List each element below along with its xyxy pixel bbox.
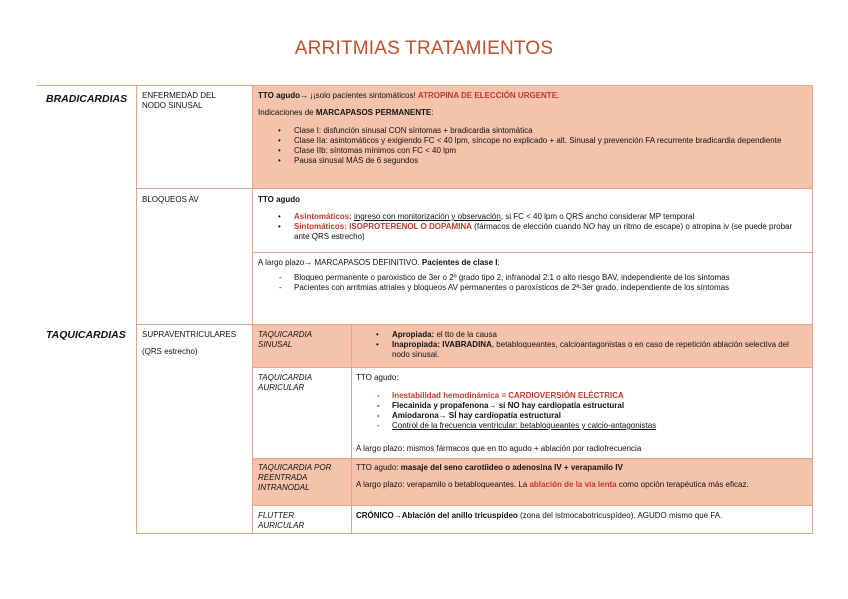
list-item: • Clase IIa: asintomáticos y exigiendo FC < 40 lpm, síncope no explicado + alt. Sinusal y prevención FA recurrente bradicardia dependiente: [258, 136, 808, 146]
supra-sublabel: (QRS estrecho): [142, 347, 198, 356]
table-rule: [252, 252, 813, 253]
list-item: - Flecainida y propafenona→ si NO hay cardiopatía estructural: [356, 401, 808, 411]
enfermedad-list: [258, 126, 808, 166]
list-item: • Clase IIb: síntomas mínimos con FC < 40 lpm: [258, 146, 808, 156]
list-item: • Inapropiada: IVABRADINA, betabloqueantes, calcioantagonistas o en caso de repetición ablación selectiva del nodo sinusal.: [356, 340, 808, 360]
bloqueos-largo: A largo plazo→ MARCAPASOS DEFINITIVO. Pacientes de clase I:: [258, 258, 500, 267]
list-item: • Pausa sinusal MÁS de 6 segundos: [258, 156, 808, 166]
auricular-largo: A largo plazo: mismos fármacos que en tto agudo + ablación por radiofrecuencia: [356, 444, 642, 453]
list-item: • Sintomáticos: ISOPROTERENOL O DOPAMINA (fármacos de elección cuando NO hay un ritmo de escape) o atropina iv (se puede probar ante QRS estrecho): [258, 222, 808, 242]
list-item: • Clase I: disfunción sinusal CON síntomas + bradicardia sintomática: [258, 126, 808, 136]
flutter-content: CRÓNICO→Ablación del anillo tricuspídeo (zona del istmocabotricuspídeo). AGUDO mismo que FA.: [356, 511, 723, 520]
bloqueos-label: BLOQUEOS AV: [142, 195, 199, 204]
enfermedad-label: ENFERMEDAD DEL NODO SINUSAL: [142, 91, 216, 110]
page-title: ARRITMIAS TRATAMIENTOS: [294, 38, 554, 59]
table-rule: [351, 324, 352, 534]
bloqueos-largo-list: [258, 273, 808, 293]
table-rule: [136, 533, 813, 534]
table-rule: [252, 458, 813, 459]
sinusal-label: TAQUICARDIA SINUSAL: [258, 330, 313, 349]
list-item: - Inestabilidad hemodinámica = CARDIOVERSIÓN ELÉCTRICA: [356, 391, 808, 401]
supra-label: SUPRAVENTRICULARES: [142, 330, 237, 339]
table-rule: [136, 85, 137, 534]
enfermedad-indicaciones: Indicaciones de MARCAPASOS PERMANENTE:: [258, 108, 434, 117]
enfermedad-tto: TTO agudo→ ¡¡solo pacientes sintomáticos! ATROPINA DE ELECCIÓN URGENTE.: [258, 91, 560, 100]
bloqueos-tto-title: TTO agudo: [258, 195, 301, 204]
table-rule: [252, 85, 253, 534]
list-item: • Apropiada: el tto de la causa: [356, 330, 808, 340]
table-rule: [252, 367, 813, 368]
table-rule: [36, 85, 813, 86]
auricular-list: [356, 391, 808, 431]
flutter-label: FLUTTER AURICULAR: [258, 511, 305, 530]
list-item: - Control de la frecuencia ventricular: betabloqueantes y calcio-antagonistas: [356, 421, 808, 431]
auricular-tto: TTO agudo:: [356, 373, 399, 382]
table-rule: [136, 188, 813, 189]
section-taquicardias: TAQUICARDIAS: [46, 329, 126, 341]
list-item: - Amiodarona→ SÍ hay cardiopatía estructural: [356, 411, 808, 421]
reentrada-tto: TTO agudo: masaje del seno carotíideo o adenosina IV + verapamilo IV: [356, 463, 623, 472]
auricular-label: TAQUICARDIA AURICULAR: [258, 373, 313, 392]
table-rule: [252, 505, 813, 506]
list-item: - Bloqueo permanente o paroxistico de 3er o 2º grado tipo 2, infranodal 2:1 o alto riesgo BAV, independiente de los síntomas: [258, 273, 808, 283]
table-rule: [136, 324, 813, 325]
list-item: • Asintomáticos: ingreso con monitorización y observación, si FC < 40 lpm o QRS ancho considerar MP temporal: [258, 212, 808, 222]
reentrada-label: TAQUICARDIA POR REENTRADA INTRANODAL: [258, 463, 332, 492]
table-rule: [812, 85, 813, 534]
list-item: - Pacientes con arritmias atriales y bloqueos AV permanentes o paroxísticos de 2ª-3er grado, independiente de los síntomas: [258, 283, 808, 293]
section-bradicardias: BRADICARDIAS: [46, 93, 128, 105]
reentrada-largo: A largo plazo: verapamilo o betabloqueantes. La ablación de la vía lenta como opción terapéutica más eficaz.: [356, 480, 749, 489]
bloqueos-tto-list: [258, 212, 808, 242]
sinusal-list: [356, 330, 808, 360]
